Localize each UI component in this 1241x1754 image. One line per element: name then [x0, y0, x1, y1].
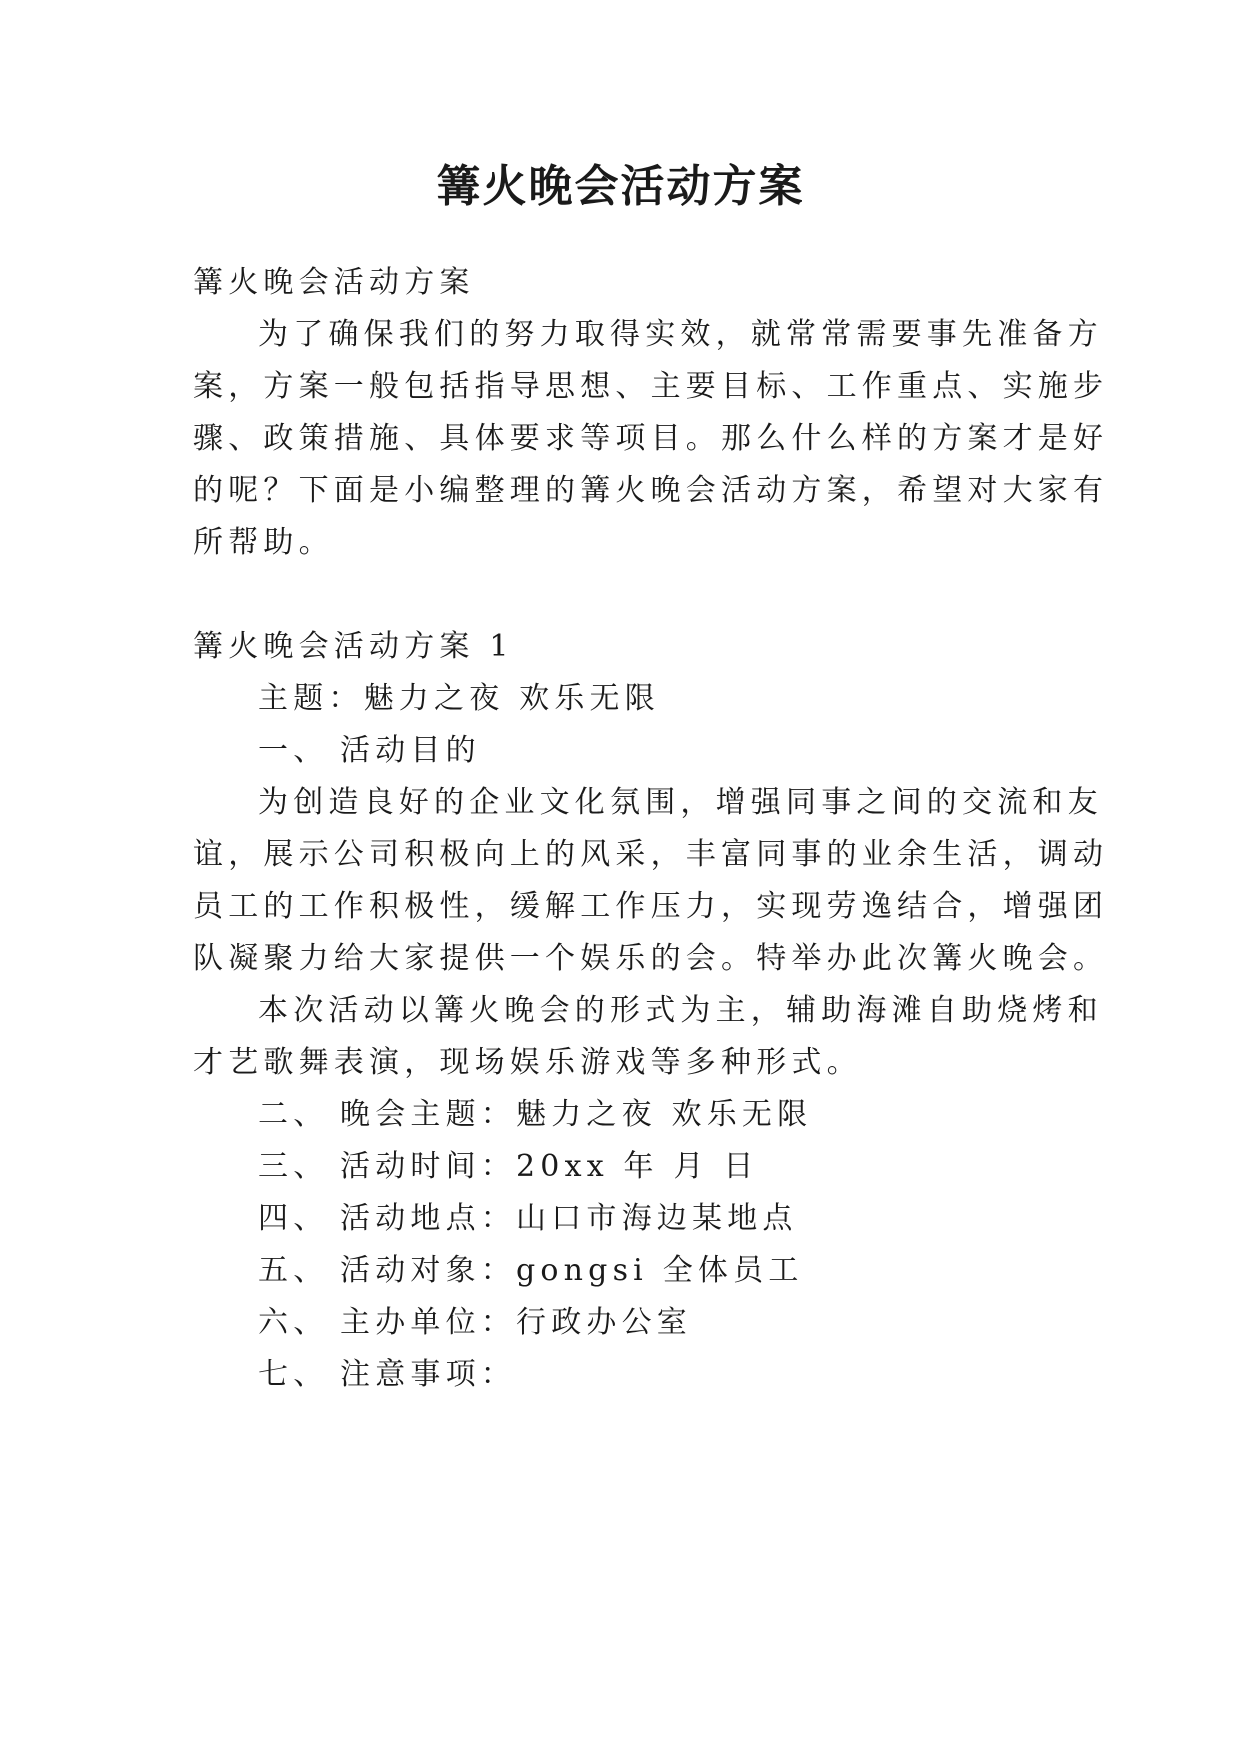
paragraph-line: 谊，展示公司积极向上的风采，丰富同事的业余生活，调动: [193, 837, 1109, 872]
section-heading: 篝火晚会活动方案 1: [193, 629, 514, 664]
list-number: 六、: [258, 1305, 329, 1340]
section-heading: 篝火晚会活动方案: [193, 265, 475, 300]
document-title: 篝火晚会活动方案: [436, 161, 805, 212]
list-item: [258, 1199, 1138, 1239]
list-item-text: 活动目的: [340, 733, 481, 768]
list-number: 七、: [258, 1357, 329, 1392]
list-number: 三、: [258, 1149, 329, 1184]
list-number: 五、: [258, 1253, 329, 1288]
list-number: 一、: [258, 733, 329, 768]
paragraph-line: 骤、政策措施、具体要求等项目。那么什么样的方案才是好: [193, 421, 1109, 456]
list-item-text: 活动时间：20xx 年 月 日: [340, 1149, 759, 1184]
list-item-text: 活动对象：gongsi 全体员工: [340, 1253, 804, 1288]
list-item: [258, 731, 1138, 771]
paragraph-line: 员工的工作积极性，缓解工作压力，实现劳逸结合，增强团: [193, 889, 1109, 924]
paragraph-line: 队凝聚力给大家提供一个娱乐的会。特举办此次篝火晚会。: [193, 941, 1109, 976]
paragraph-line: 的呢？下面是小编整理的篝火晚会活动方案，希望对大家有: [193, 473, 1109, 508]
paragraph-line: 所帮助。: [193, 525, 334, 560]
list-item: [258, 1147, 1138, 1187]
list-item: [258, 1355, 1138, 1395]
paragraph-line: 案，方案一般包括指导思想、主要目标、工作重点、实施步: [193, 369, 1109, 404]
list-item-text: 注意事项：: [340, 1357, 516, 1392]
paragraph-line: 本次活动以篝火晚会的形式为主，辅助海滩自助烧烤和: [258, 993, 1103, 1028]
paragraph-line: 为了确保我们的努力取得实效，就常常需要事先准备方: [258, 317, 1103, 352]
theme-line: 主题：魅力之夜 欢乐无限: [258, 681, 660, 716]
paragraph-line: 才艺歌舞表演，现场娱乐游戏等多种形式。: [193, 1045, 862, 1080]
list-number: 四、: [258, 1201, 329, 1236]
list-item-text: 主办单位：行政办公室: [340, 1305, 692, 1340]
list-item: [258, 1095, 1138, 1135]
list-item-text: 晚会主题：魅力之夜 欢乐无限: [340, 1097, 813, 1132]
list-item: [258, 1303, 1138, 1343]
list-item-text: 活动地点：山口市海边某地点: [340, 1201, 798, 1236]
list-number: 二、: [258, 1097, 329, 1132]
paragraph-line: 为创造良好的企业文化氛围，增强同事之间的交流和友: [258, 785, 1103, 820]
list-item: [258, 1251, 1138, 1291]
